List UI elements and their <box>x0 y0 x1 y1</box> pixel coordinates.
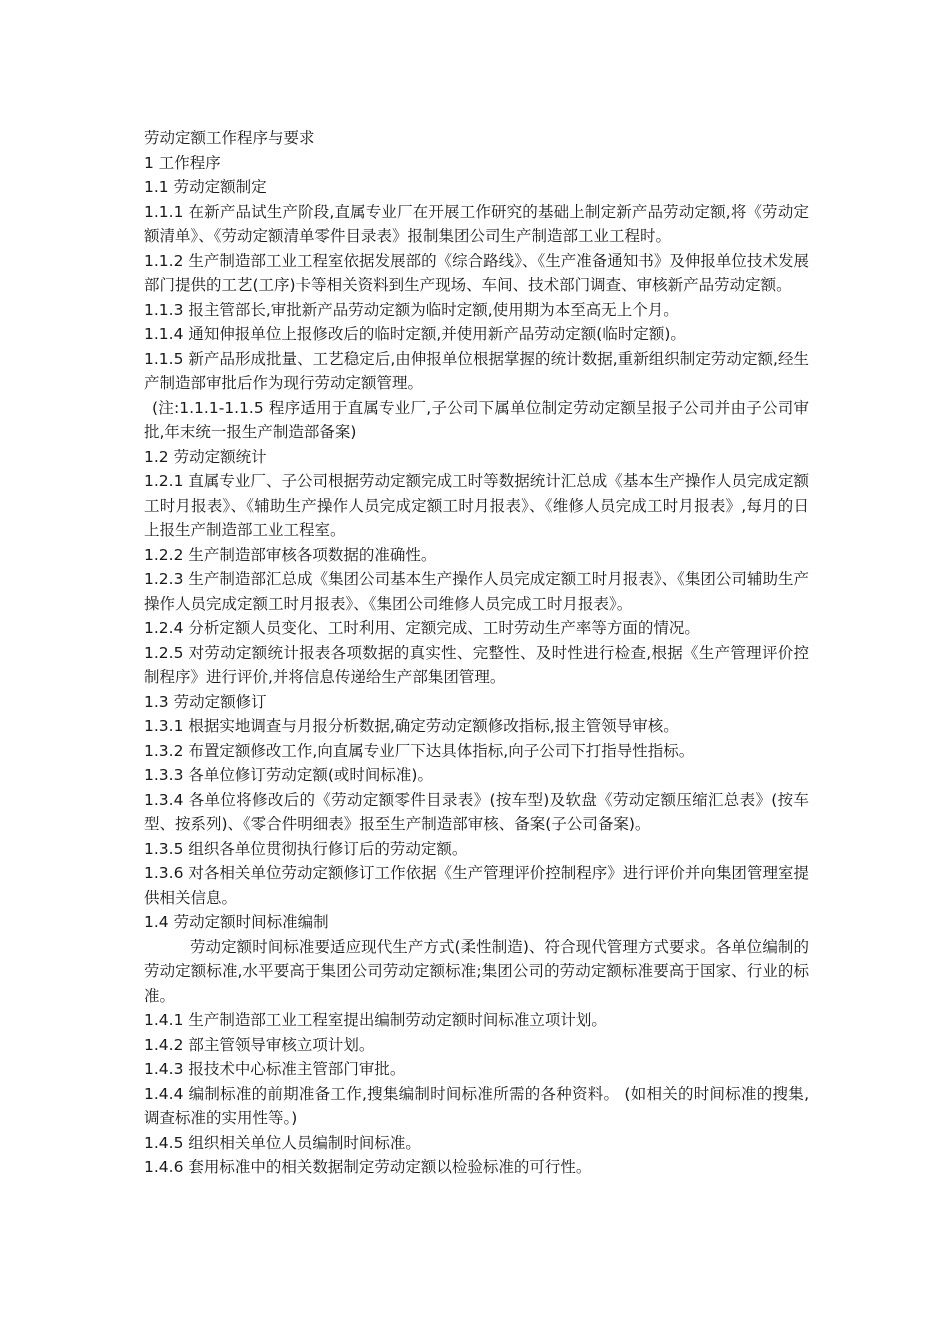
paragraph: 1.3.4 各单位将修改后的《劳动定额零件目录表》(按车型)及软盘《劳动定额压缩汇总表》(按车型、按系列)、《零合件明细表》报至生产制造部审核、备案(子公司备案)。 <box>144 790 809 833</box>
paragraph: 1.4.3 报技术中心标准主管部门审批。 <box>144 1060 406 1078</box>
paragraph: 1.2.1 直属专业厂、子公司根据劳动定额完成工时等数据统计汇总成《基本生产操作人员完成定额工时月报表》、《辅助生产操作人员完成定额工时月报表》、《维修人员完成工时月报表》,每月的日上报生产制造部工业工程室。 <box>144 472 809 539</box>
subsection-heading: 1.2 劳动定额统计 <box>144 447 267 466</box>
subsection-heading: 1.3 劳动定额修订 <box>144 692 267 711</box>
document-body <box>144 126 809 1180</box>
paragraph: 1.3.1 根据实地调查与月报分析数据,确定劳动定额修改指标,报主管领导审核。 <box>144 717 679 735</box>
paragraph: 1.1.4 通知伸报单位上报修改后的临时定额,并使用新产品劳动定额(临时定额)。 <box>144 325 686 343</box>
note-paragraph: (注:1.1.1-1.1.5 程序适用于直属专业厂,子公司下属单位制定劳动定额呈报子公司并由子公司审批,年末统一报生产制造部备案) <box>144 398 809 441</box>
paragraph: 1.4.2 部主管领导审核立项计划。 <box>144 1035 375 1054</box>
paragraph: 1.3.5 组织各单位贯彻执行修订后的劳动定额。 <box>144 839 468 858</box>
document-title: 劳动定额工作程序与要求 <box>144 129 315 147</box>
paragraph: 1.3.6 对各相关单位劳动定额修订工作依据《生产管理评价控制程序》进行评价并向集团管理室提供相关信息。 <box>144 864 809 907</box>
paragraph: 1.4.6 套用标准中的相关数据制定劳动定额以检验标准的可行性。 <box>144 1158 592 1176</box>
paragraph: 1.1.5 新产品形成批量、工艺稳定后,由伸报单位根据掌握的统计数据,重新组织制定劳动定额,经生产制造部审批后作为现行劳动定额管理。 <box>144 349 809 392</box>
subsection-heading: 1.4 劳动定额时间标准编制 <box>144 913 329 931</box>
paragraph: 1.2.5 对劳动定额统计报表各项数据的真实性、完整性、及时性进行检查,根据《生产管理评价控制程序》进行评价,并将信息传递给生产部集团管理。 <box>144 643 809 686</box>
paragraph: 1.4.5 组织相关单位人员编制时间标准。 <box>144 1133 421 1152</box>
paragraph: 1.3.3 各单位修订劳动定额(或时间标准)。 <box>144 766 433 784</box>
paragraph: 1.4.1 生产制造部工业工程室提出编制劳动定额时间标准立项计划。 <box>144 1011 607 1029</box>
paragraph: 1.1.3 报主管部长,审批新产品劳动定额为临时定额,使用期为本至高无上个月。 <box>144 300 679 319</box>
paragraph: 1.3.2 布置定额修改工作,向直属专业厂下达具体指标,向子公司下打指导性指标。 <box>144 741 695 760</box>
intro-paragraph: 劳动定额时间标准要适应现代生产方式(柔性制造)、符合现代管理方式要求。各单位编制的劳动定额标准,水平要高于集团公司劳动定额标准;集团公司的劳动定额标准要高于国家、行业的标准。 <box>144 937 809 1005</box>
paragraph: 1.4.4 编制标准的前期准备工作,搜集编制时间标准所需的各种资料。 (如相关的时间标准的搜集,调查标准的实用性等。) <box>144 1084 809 1127</box>
paragraph: 1.1.1 在新产品试生产阶段,直属专业厂在开展工作研究的基础上制定新产品劳动定额,将《劳动定额清单》、《劳动定额清单零件目录表》报制集团公司生产制造部工业工程时。 <box>144 202 809 245</box>
paragraph: 1.2.3 生产制造部汇总成《集团公司基本生产操作人员完成定额工时月报表》、《集团公司辅助生产操作人员完成定额工时月报表》、《集团公司维修人员完成工时月报表》。 <box>144 570 809 613</box>
paragraph: 1.2.4 分析定额人员变化、工时利用、定额完成、工时劳动生产率等方面的情况。 <box>144 619 700 637</box>
subsection-heading: 1.1 劳动定额制定 <box>144 178 267 196</box>
paragraph: 1.1.2 生产制造部工业工程室依据发展部的《综合路线》、《生产准备通知书》及伸报单位技术发展部门提供的工艺(工序)卡等相关资料到生产现场、车间、技术部门调查、审核新产品劳动定额。 <box>144 251 809 294</box>
section-heading: 1 工作程序 <box>144 153 221 172</box>
paragraph: 1.2.2 生产制造部审核各项数据的准确性。 <box>144 545 437 564</box>
